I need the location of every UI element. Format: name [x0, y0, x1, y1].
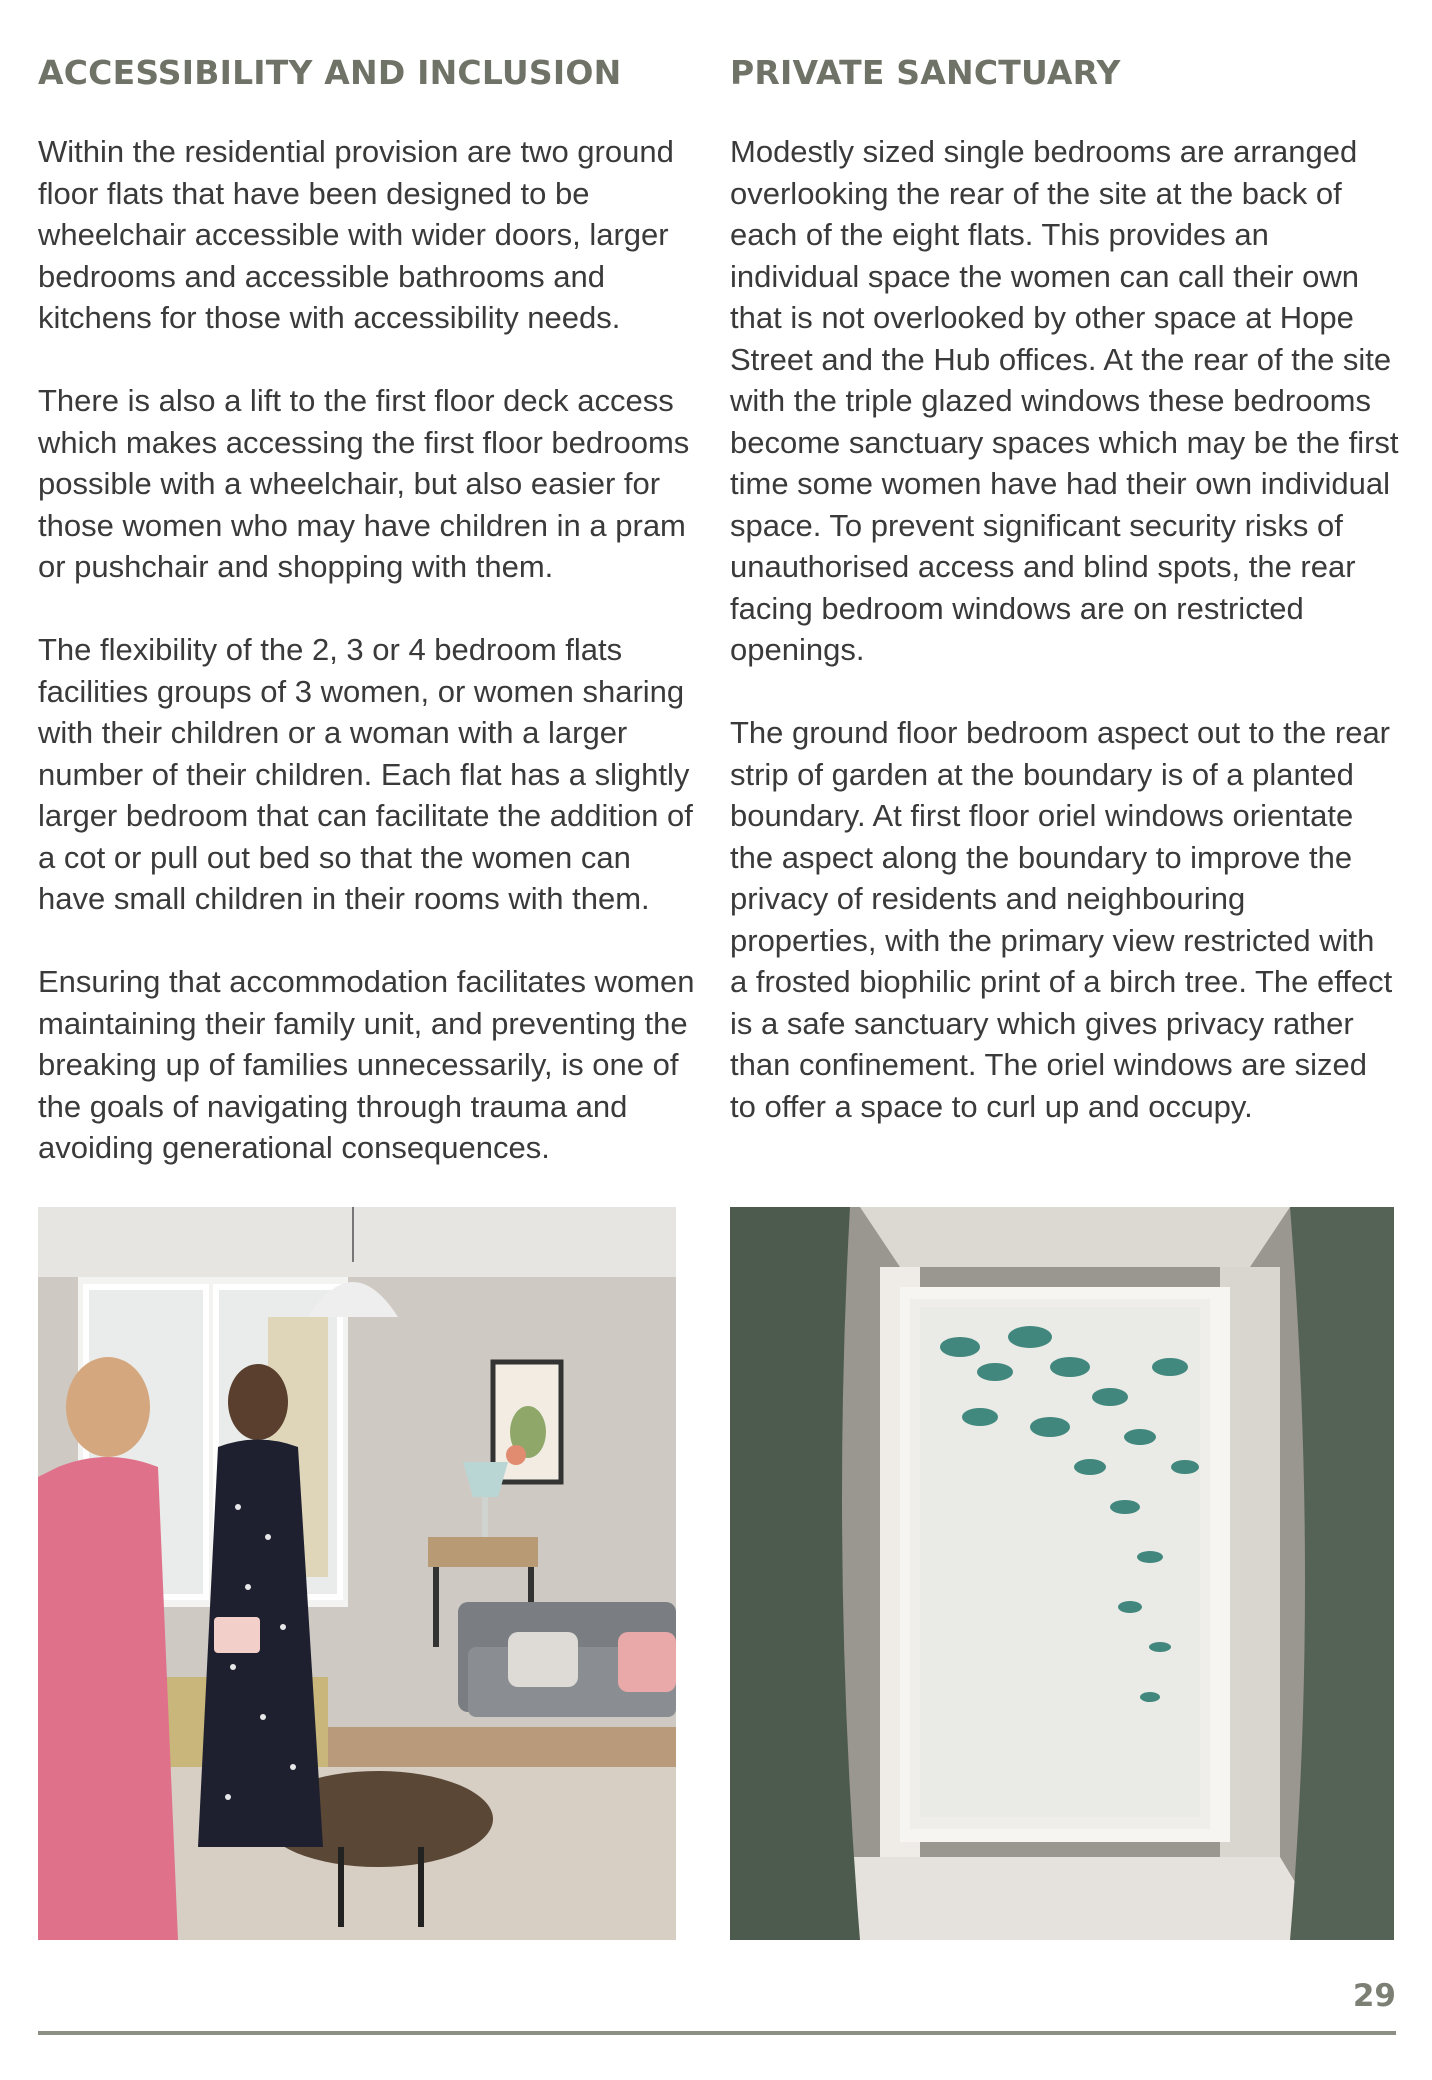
- right-column: [730, 40, 1400, 1127]
- section-heading-private-sanctuary: PRIVATE SANCTUARY: [730, 53, 1121, 92]
- left-column: [38, 40, 703, 1169]
- paragraph: The ground floor bedroom aspect out to the rear strip of garden at the boundary is of a planted boundary. At first floor oriel windows orientate the aspect along the boundary to improve the privacy of residents and neighbouring properties, with the primary view restricted with a frosted biophilic print of a birch tree. The effect is a safe sanctuary which gives privacy rather than confinement. The oriel windows are sized to offer a space to curl up and occupy.: [730, 715, 1393, 1124]
- living-room-photo: [38, 1207, 676, 1940]
- paragraph: Modestly sized single bedrooms are arranged overlooking the rear of the site at the back of each of the eight flats. This provides an individual space the women can call their own that is not overlooked by other space at Hope Street and the Hub offices. At the rear of the site with the triple glazed windows these bedrooms become sanctuary spaces which may be the first time some women have had their own individual space. To prevent significant security risks of unauthorised access and blind spots, the rear facing bedroom windows are on restricted openings.: [730, 134, 1399, 667]
- paragraph: There is also a lift to the first floor deck access which makes accessing the first floor bedrooms possible with a wheelchair, but also easier for those women who may have children in a pram or pushchair and shopping with them.: [38, 383, 690, 584]
- paragraph: Ensuring that accommodation facilitates women maintaining their family unit, and preventing the breaking up of families unnecessarily, is one of the goals of navigating through trauma and avoiding generational consequences.: [38, 964, 695, 1165]
- oriel-window-photo: [730, 1207, 1394, 1940]
- oriel-window-illustration: [730, 1207, 1394, 1940]
- footer-rule: [38, 2031, 1396, 2035]
- page-number: 29: [1352, 1978, 1396, 2014]
- section-heading-accessibility: ACCESSIBILITY AND INCLUSION: [38, 53, 622, 92]
- living-room-illustration: [38, 1207, 676, 1940]
- paragraph: Within the residential provision are two ground floor flats that have been designed to be wheelchair accessible with wider doors, larger bedrooms and accessible bathrooms and kitchens for those with accessibility needs.: [38, 134, 674, 335]
- paragraph: The flexibility of the 2, 3 or 4 bedroom flats facilities groups of 3 women, or women sharing with their children or a woman with a larger number of their children. Each flat has a slightly larger bedroom that can facilitate the addition of a cot or pull out bed so that the women can have small children in their rooms with them.: [38, 632, 693, 916]
